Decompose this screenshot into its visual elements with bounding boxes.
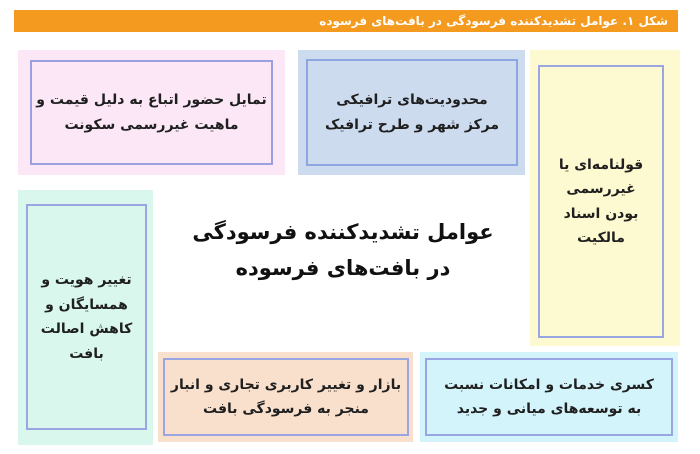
factor-text-line: ماهیت غیررسمی سکونت (64, 116, 239, 133)
factor-text-line: کسری خدمات و امکانات نسبت (444, 376, 654, 393)
factor-box-informal-ownership (538, 65, 664, 338)
factor-text-line: غیررسمی (566, 181, 636, 197)
factor-text-line: کاهش اصالت (40, 321, 133, 337)
factor-panel-foreign-residents (18, 50, 285, 175)
figure-caption: شکل ۱. عوامل تشدیدکننده فرسودگی در بافت‌های فرسوده (14, 10, 678, 32)
factor-box-identity-change (26, 204, 147, 430)
diagram-center-title (158, 215, 528, 315)
factor-panel-service-deficit (420, 352, 678, 442)
factor-panel-informal-ownership (530, 50, 680, 346)
factor-text-line: قولنامه‌ای یا (558, 156, 644, 173)
factor-panel-traffic-restrictions (298, 50, 525, 175)
factor-text-line: بودن اسناد (563, 205, 639, 222)
factor-text-line: مالکیت (577, 230, 625, 246)
factor-text-line: محدودیت‌های ترافیکی (336, 92, 488, 108)
factor-text-line: تمایل حضور اتباع به دلیل قیمت و (36, 92, 267, 108)
factor-text-line: منجر به فرسودگی بافت (203, 401, 369, 417)
factor-box-foreign-residents (30, 60, 273, 165)
factor-text-line: بازار و تغییر کاربری تجاری و انبار (170, 376, 402, 393)
center-title-line: عوامل تشدیدکننده فرسودگی (192, 220, 494, 244)
center-title-line: در بافت‌های فرسوده (235, 255, 451, 280)
factor-text-line: به توسعه‌های میانی و جدید (456, 401, 642, 417)
factor-text-line: مرکز شهر و طرح ترافیک (324, 116, 500, 133)
factor-panel-commercial-use (158, 352, 413, 442)
factor-box-traffic-restrictions (306, 59, 518, 166)
factor-box-commercial-use (163, 358, 409, 436)
factor-text-line: تغییر هویت و (41, 272, 132, 288)
factor-text-line: بافت (69, 345, 104, 362)
factor-panel-identity-change (18, 190, 153, 445)
factor-box-service-deficit (425, 358, 673, 436)
factor-text-line: همسایگان و (45, 296, 128, 313)
